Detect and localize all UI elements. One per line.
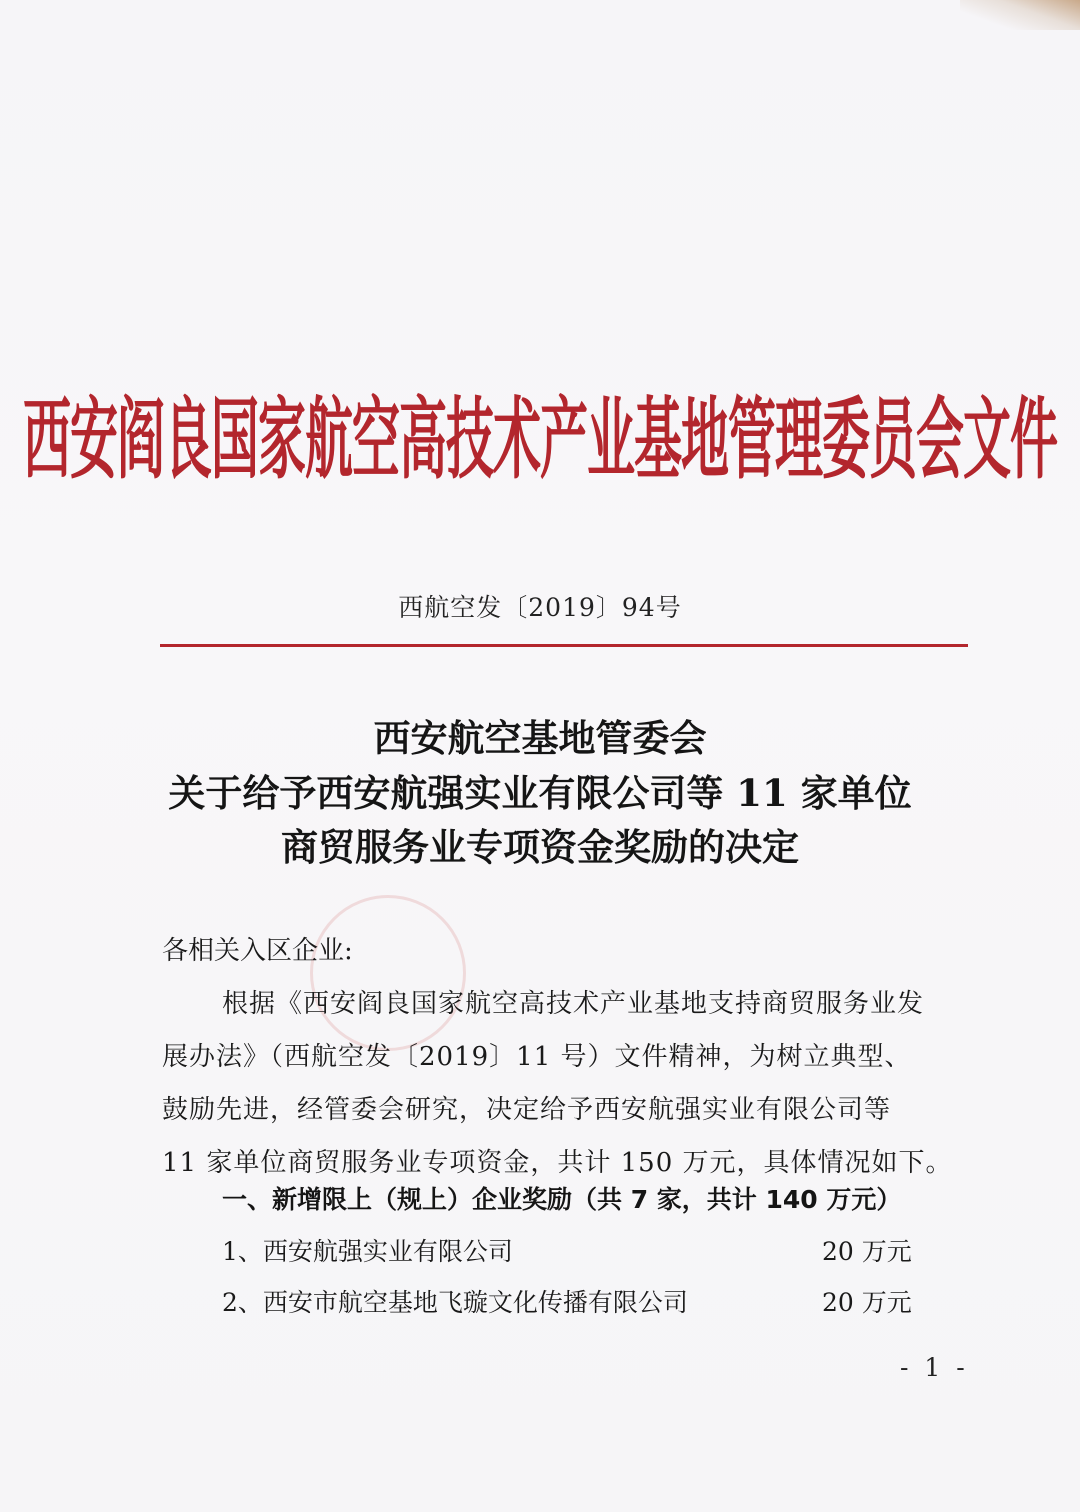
page-number: - 1 - bbox=[900, 1353, 969, 1382]
section-heading: 一、新增限上（规上）企业奖励（共 7 家，共计 140 万元） bbox=[222, 1185, 902, 1214]
paragraph-line-4: 11 家单位商贸服务业专项资金，共计 150 万元，具体情况如下。 bbox=[162, 1148, 953, 1178]
salutation: 各相关入区企业: bbox=[162, 936, 353, 966]
title-line-2: 关于给予西安航强实业有限公司等 11 家单位 bbox=[168, 771, 912, 815]
title-line-1: 西安航空基地管委会 bbox=[373, 716, 707, 760]
award-amount: 20 万元 bbox=[822, 1288, 912, 1317]
award-company-name: 2、西安市航空基地飞璇文化传播有限公司 bbox=[222, 1288, 688, 1317]
document-number: 西航空发〔2019〕94号 bbox=[398, 593, 682, 622]
red-separator-line bbox=[160, 644, 968, 647]
award-company-name: 1、西安航强实业有限公司 bbox=[222, 1237, 513, 1266]
faint-official-seal bbox=[310, 895, 466, 1051]
award-amount: 20 万元 bbox=[822, 1237, 912, 1266]
paragraph-line-1: 根据《西安阎良国家航空高技术产业基地支持商贸服务业发 bbox=[222, 989, 925, 1019]
paper-corner-shadow bbox=[960, 0, 1080, 30]
title-line-3: 商贸服务业专项资金奖励的决定 bbox=[281, 825, 799, 869]
document-masthead: 西安阎良国家航空高技术产业基地管理委员会文件 bbox=[22, 388, 1057, 492]
paragraph-line-2: 展办法》（西航空发〔2019〕11 号）文件精神，为树立典型、 bbox=[162, 1042, 912, 1072]
paragraph-line-3: 鼓励先进，经管委会研究，决定给予西安航强实业有限公司等 bbox=[162, 1095, 892, 1125]
